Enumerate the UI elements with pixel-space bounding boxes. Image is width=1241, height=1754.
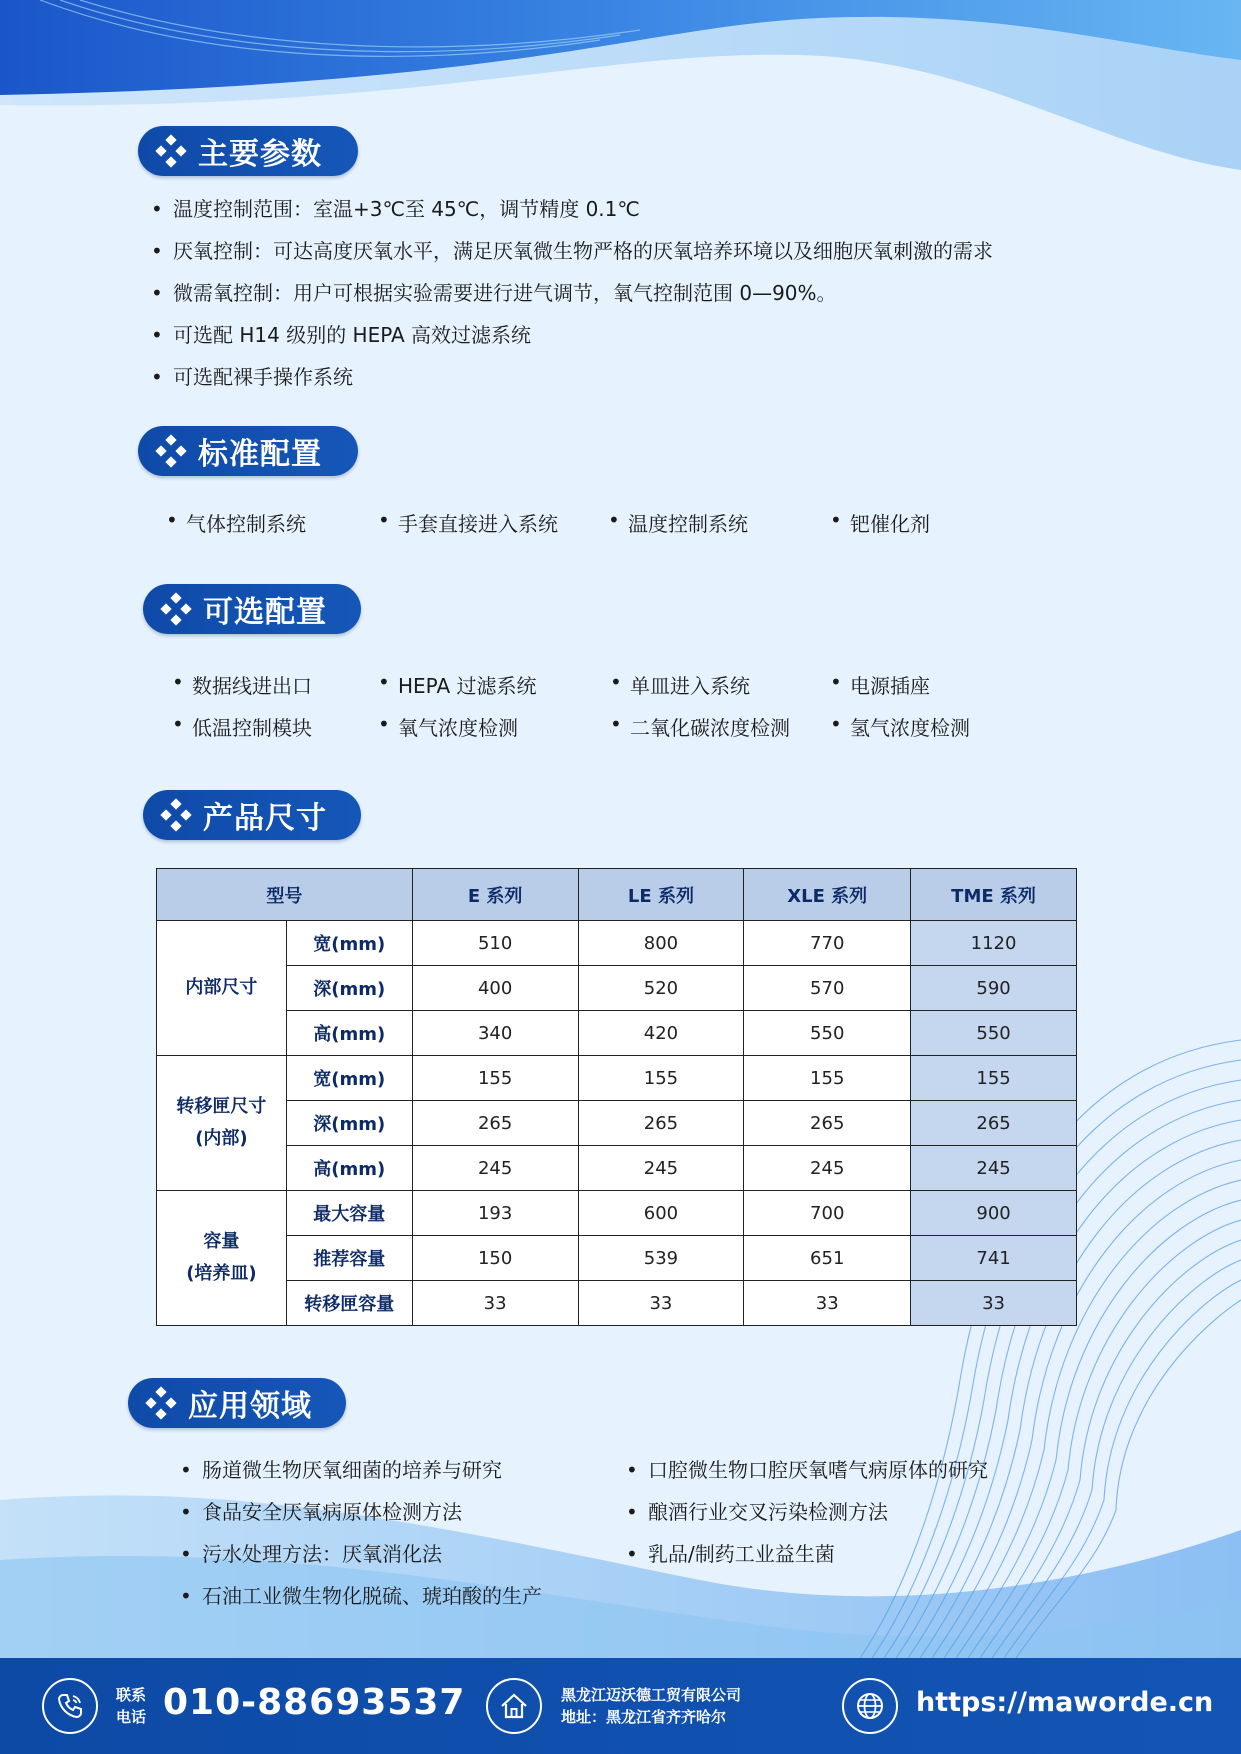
table-cell: 265 <box>412 1101 578 1146</box>
website-link[interactable]: https://maworde.cn <box>916 1687 1214 1718</box>
list-item: • 氧气浓度检测 <box>378 712 518 741</box>
row-label: 深(mm) <box>286 966 412 1011</box>
list-item: • 氢气浓度检测 <box>830 712 970 741</box>
list-item: • 可选配裸手操作系统 <box>151 356 993 398</box>
row-label: 最大容量 <box>286 1191 412 1236</box>
contact-label-line: 联系 <box>116 1686 147 1704</box>
list-item: • 石油工业微生物化脱硫、琥珀酸的生产 <box>180 1575 542 1617</box>
table-cell: 800 <box>578 921 744 966</box>
table-cell: 600 <box>578 1191 744 1236</box>
list-item: • 厌氧控制：可达高度厌氧水平，满足厌氧微生物严格的厌氧培养环境以及细胞厌氧刺激的需求 <box>151 230 993 272</box>
table-cell: 1120 <box>911 921 1077 966</box>
list-item: • 污水处理方法：厌氧消化法 <box>180 1533 542 1575</box>
contact-label-line: 电话 <box>116 1708 147 1726</box>
table-cell: 550 <box>744 1011 911 1056</box>
list-item: • 肠道微生物厌氧细菌的培养与研究 <box>180 1449 542 1491</box>
table-cell: 741 <box>911 1236 1077 1281</box>
diamond-cluster-icon <box>154 434 188 468</box>
section-header-params <box>138 126 358 176</box>
table-row <box>157 1146 1077 1191</box>
group-label-line: 转移匣尺寸 <box>176 1096 267 1117</box>
table-cell: 770 <box>744 921 911 966</box>
table-cell: 155 <box>578 1056 744 1101</box>
table-cell: 550 <box>911 1011 1077 1056</box>
section-header-optional <box>143 584 361 634</box>
section-header-standard <box>138 426 358 476</box>
list-item: • HEPA 过滤系统 <box>378 670 537 699</box>
contact-label <box>116 1684 146 1728</box>
list-item: • 食品安全厌氧病原体检测方法 <box>180 1491 542 1533</box>
table-cell: 539 <box>578 1236 744 1281</box>
table-row <box>157 1236 1077 1281</box>
table-cell: 193 <box>412 1191 578 1236</box>
table-cell: 265 <box>578 1101 744 1146</box>
list-item: • 乳品/制药工业益生菌 <box>626 1533 988 1575</box>
list-item: • 数据线进出口 <box>172 670 312 699</box>
phone-number[interactable]: 010-88693537 <box>163 1682 466 1723</box>
table-row <box>157 1101 1077 1146</box>
section-title: 标准配置 <box>198 437 322 472</box>
table-cell: 245 <box>911 1146 1077 1191</box>
table-cell: 400 <box>412 966 578 1011</box>
list-item: • 酿酒行业交叉污染检测方法 <box>626 1491 988 1533</box>
apps-list-right <box>626 1449 988 1575</box>
table-cell: 150 <box>412 1236 578 1281</box>
table-cell: 651 <box>744 1236 911 1281</box>
table-cell: 900 <box>911 1191 1077 1236</box>
row-label: 转移匣容量 <box>286 1281 412 1326</box>
table-row <box>157 1281 1077 1326</box>
row-label: 宽(mm) <box>286 1056 412 1101</box>
group-label-line: (内部) <box>195 1128 248 1149</box>
company-info <box>561 1684 741 1728</box>
table-cell: 245 <box>744 1146 911 1191</box>
table-cell: 510 <box>412 921 578 966</box>
dimensions-table <box>156 868 1077 1326</box>
row-group-label <box>157 1056 287 1191</box>
table-cell: 245 <box>412 1146 578 1191</box>
section-title: 应用领域 <box>188 1389 312 1424</box>
group-label-line: 内部尺寸 <box>185 977 258 998</box>
phone-icon <box>42 1678 98 1734</box>
table-cell: 155 <box>412 1056 578 1101</box>
table-cell: 155 <box>911 1056 1077 1101</box>
table-row <box>157 1191 1077 1236</box>
row-group-label <box>157 921 287 1056</box>
group-label-line: 容量 <box>203 1231 240 1252</box>
list-item: • 温度控制范围：室温+3℃至 45℃，调节精度 0.1℃ <box>151 188 993 230</box>
section-title: 可选配置 <box>203 595 327 630</box>
column-header: LE 系列 <box>578 869 744 921</box>
list-item: • 单皿进入系统 <box>610 670 750 699</box>
table-cell: 570 <box>744 966 911 1011</box>
list-item: • 电源插座 <box>830 670 930 699</box>
table-cell: 340 <box>412 1011 578 1056</box>
list-item: • 口腔微生物口腔厌氧嗜气病原体的研究 <box>626 1449 988 1491</box>
table-cell: 420 <box>578 1011 744 1056</box>
table-cell: 33 <box>578 1281 744 1326</box>
params-list <box>151 188 993 398</box>
section-title: 产品尺寸 <box>203 801 327 836</box>
row-label: 宽(mm) <box>286 921 412 966</box>
table-row <box>157 1056 1077 1101</box>
globe-icon <box>842 1678 898 1734</box>
list-item: • 温度控制系统 <box>608 508 748 537</box>
column-header: E 系列 <box>412 869 578 921</box>
section-header-dims <box>143 790 361 840</box>
table-cell: 33 <box>412 1281 578 1326</box>
row-label: 深(mm) <box>286 1101 412 1146</box>
row-label: 推荐容量 <box>286 1236 412 1281</box>
table-cell: 155 <box>744 1056 911 1101</box>
list-item: • 可选配 H14 级别的 HEPA 高效过滤系统 <box>151 314 993 356</box>
list-item: • 低温控制模块 <box>172 712 312 741</box>
section-title: 主要参数 <box>198 137 322 172</box>
table-cell: 700 <box>744 1191 911 1236</box>
list-item: • 二氧化碳浓度检测 <box>610 712 790 741</box>
list-item: • 钯催化剂 <box>830 508 930 537</box>
footer-bar <box>0 1658 1241 1754</box>
row-label: 高(mm) <box>286 1011 412 1056</box>
table-cell: 265 <box>744 1101 911 1146</box>
home-icon <box>486 1678 542 1734</box>
table-row <box>157 1011 1077 1056</box>
apps-list-left <box>180 1449 542 1617</box>
column-header: TME 系列 <box>911 869 1077 921</box>
table-row <box>157 921 1077 966</box>
row-label: 高(mm) <box>286 1146 412 1191</box>
diamond-cluster-icon <box>154 134 188 168</box>
company-address: 地址：黑龙江省齐齐哈尔 <box>561 1708 727 1726</box>
table-cell: 33 <box>911 1281 1077 1326</box>
column-header: 型号 <box>157 869 413 921</box>
diamond-cluster-icon <box>159 592 193 626</box>
list-item: • 手套直接进入系统 <box>378 508 558 537</box>
group-label-line: (培养皿) <box>186 1263 257 1284</box>
list-item: • 气体控制系统 <box>166 508 306 537</box>
diamond-cluster-icon <box>159 798 193 832</box>
table-cell: 245 <box>578 1146 744 1191</box>
column-header: XLE 系列 <box>744 869 911 921</box>
table-cell: 265 <box>911 1101 1077 1146</box>
table-cell: 590 <box>911 966 1077 1011</box>
table-cell: 33 <box>744 1281 911 1326</box>
table-row <box>157 966 1077 1011</box>
diamond-cluster-icon <box>144 1386 178 1420</box>
table-header-row <box>157 869 1077 921</box>
list-item: • 微需氧控制：用户可根据实验需要进行进气调节，氧气控制范围 0—90%。 <box>151 272 993 314</box>
row-group-label <box>157 1191 287 1326</box>
table-cell: 520 <box>578 966 744 1011</box>
company-name: 黑龙江迈沃德工贸有限公司 <box>561 1686 742 1704</box>
section-header-apps <box>128 1378 346 1428</box>
